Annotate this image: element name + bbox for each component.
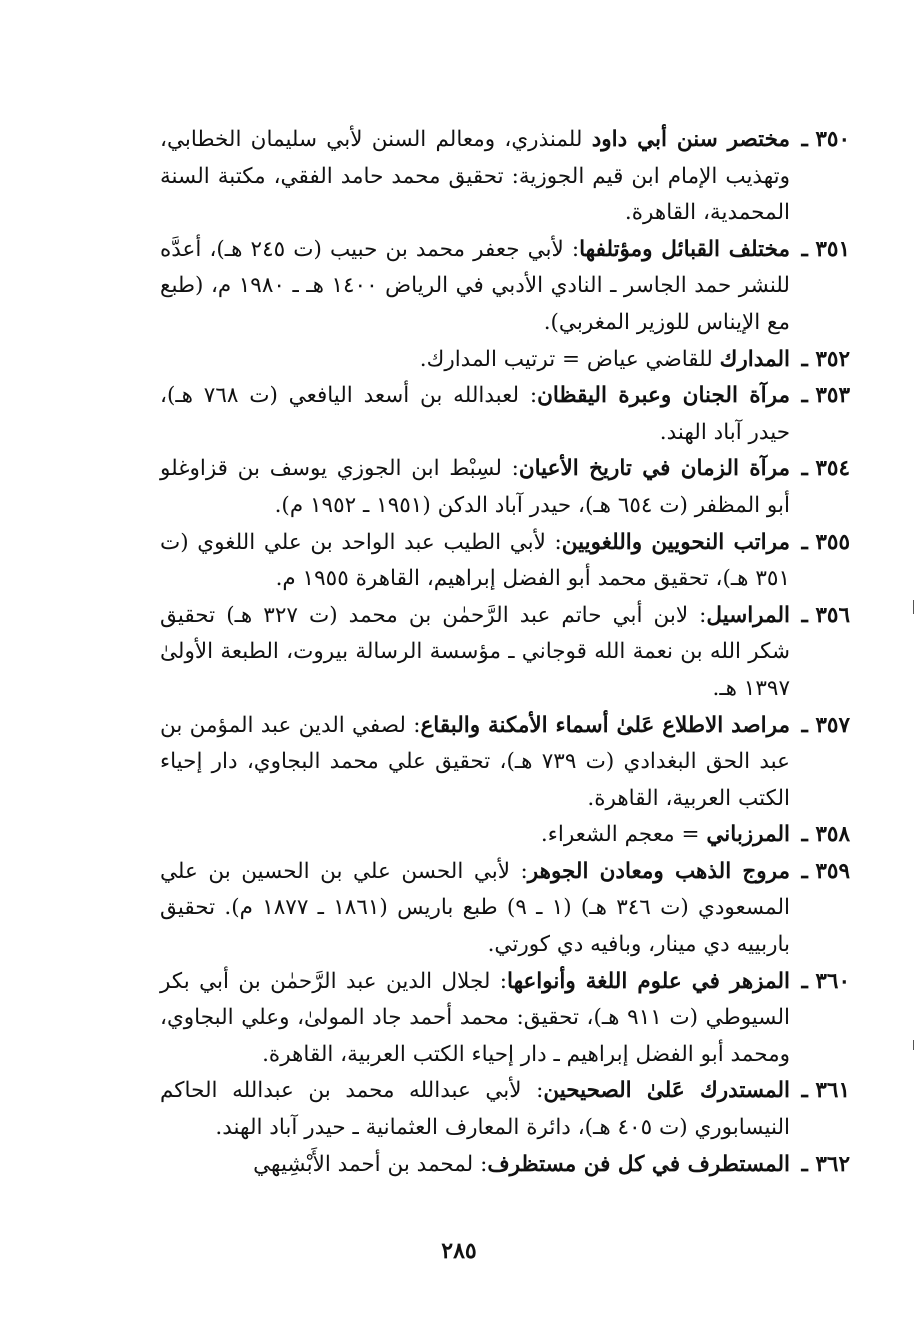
entry-body xyxy=(160,122,790,232)
page-number: ٢٨٥ xyxy=(441,1238,477,1264)
bibliography-entry xyxy=(160,854,850,964)
entry-body xyxy=(160,451,790,524)
scan-edge-mark xyxy=(913,1040,914,1050)
entry-number: ٣٦١ ـ xyxy=(801,1078,850,1104)
entry-number: ٣٥٢ ـ xyxy=(801,346,850,372)
bibliography-entry xyxy=(160,232,850,342)
entry-number: ٣٥٩ ـ xyxy=(801,858,850,884)
entry-title: المرزباني xyxy=(706,822,790,848)
bibliography-entry xyxy=(160,817,850,854)
entry-number: ٣٥٣ ـ xyxy=(801,383,850,409)
entry-body xyxy=(160,232,790,342)
bibliography-entry xyxy=(160,342,850,379)
entry-text: : لعبدالله بن أسعد اليافعي (ت ٧٦٨ هـ)، حيدر آباد الهند. xyxy=(160,383,790,445)
entry-text: : لجلال الدين عبد الرَّحمٰن بن أبي بكر السيوطي (ت ٩١١ هـ)، تحقيق: محمد أحمد جاد المولىٰ، وعلي البجاوي، ومحمد أبو الفضل إبراهيم ـ دار إحياء الكتب العربية، القاهرة. xyxy=(160,968,790,1067)
entry-title: مرآة الجنان وعبرة اليقظان xyxy=(537,383,790,409)
entry-text: : لأبي الطيب عبد الواحد بن علي اللغوي (ت ٣٥١ هـ)، تحقيق محمد أبو الفضل إبراهيم، القاهرة ١٩٥٥ م. xyxy=(160,529,790,592)
entry-title: مرآة الزمان في تاريخ الأعيان xyxy=(518,456,790,482)
entry-body xyxy=(160,378,790,451)
bibliography-entry xyxy=(160,1073,850,1146)
entry-text: = معجم الشعراء. xyxy=(540,822,707,848)
entry-body xyxy=(160,964,790,1074)
bibliography-entry xyxy=(160,451,850,524)
entry-title: مختلف القبائل ومؤتلفها xyxy=(579,236,791,262)
entry-title: المراسيل xyxy=(706,602,790,628)
entry-title: المزهر في علوم اللغة وأنواعها xyxy=(507,968,790,994)
entry-number: ٣٦٠ ـ xyxy=(801,968,850,994)
entry-title: المستطرف في كل فن مستظرف xyxy=(487,1151,790,1177)
entry-number: ٣٥١ ـ xyxy=(801,236,850,262)
scan-edge-mark xyxy=(913,600,914,614)
entry-title: المستدرك عَلىٰ الصحيحين xyxy=(543,1078,790,1104)
entry-title: مراصد الاطلاع عَلىٰ أسماء الأمكنة والبقاع xyxy=(420,712,790,738)
bibliography-entry xyxy=(160,378,850,451)
entry-number: ٣٥٨ ـ xyxy=(801,822,850,848)
entry-text: : لصفي الدين عبد المؤمن بن عبد الحق البغدادي (ت ٧٣٩ هـ)، تحقيق علي محمد البجاوي، دار إحياء الكتب العربية، القاهرة. xyxy=(160,712,790,811)
entry-body xyxy=(160,342,790,379)
entry-text: : لمحمد بن أحمد الأَبْشِيهي xyxy=(253,1151,488,1177)
entry-number: ٣٥٤ ـ xyxy=(801,456,850,482)
entry-text: للقاضي عياض = ترتيب المدارك. xyxy=(419,346,720,372)
entry-text: : لأبي الحسن علي بن الحسين بن علي المسعودي (ت ٣٤٦ هـ) (١ ـ ٩) طبع باريس (١٨٦١ ـ ١٨٧٧ م). تحقيق باربييه دي مينار، وبافيه دي كورتي. xyxy=(160,858,791,958)
entry-body xyxy=(160,817,790,854)
entry-number: ٣٦٢ ـ xyxy=(801,1151,850,1177)
entry-text: للمنذري، ومعالم السنن لأبي سليمان الخطابي، وتهذيب الإمام ابن قيم الجوزية: تحقيق محمد حامد الفقي، مكتبة السنة المحمدية، القاهرة. xyxy=(160,127,790,226)
entry-number: ٣٥٠ ـ xyxy=(801,127,850,152)
entry-title: المدارك xyxy=(719,346,790,372)
entry-body xyxy=(160,1147,790,1184)
entry-text: : لابن أبي حاتم عبد الرَّحمٰن بن محمد (ت ٣٢٧ هـ) تحقيق شكر الله بن نعمة الله قوجاني ـ مؤسسة الرسالة بيروت، الطبعة الأولىٰ ١٣٩٧ هـ. xyxy=(160,602,790,701)
bibliography-entry xyxy=(160,1147,850,1184)
entry-title: مروج الذهب ومعادن الجوهر xyxy=(527,858,791,884)
entry-body xyxy=(160,525,790,598)
bibliography-entry xyxy=(160,525,850,598)
entry-text: : لأبي عبدالله محمد بن عبدالله الحاكم النيسابوري (ت ٤٠٥ هـ)، دائرة المعارف العثمانية ـ حيدر آباد الهند. xyxy=(160,1078,790,1141)
entry-text: : لسِبْط ابن الجوزي يوسف بن قزاوغلو أبو المظفر (ت ٦٥٤ هـ)، حيدر آباد الدكن (١٩٥١ ـ ١٩٥٢ م). xyxy=(160,456,790,518)
entry-number: ٣٥٥ ـ xyxy=(801,529,850,555)
entry-number: ٣٥٦ ـ xyxy=(801,602,850,628)
entry-number: ٣٥٧ ـ xyxy=(801,712,850,738)
bibliography-entry xyxy=(160,964,850,1074)
entry-body xyxy=(160,854,790,964)
bibliography-entry xyxy=(160,708,850,818)
entry-body xyxy=(160,1073,790,1146)
entry-title: مختصر سنن أبي داود xyxy=(591,127,790,152)
entry-title: مراتب النحويين واللغويين xyxy=(561,529,790,555)
bibliography-entry xyxy=(160,598,850,708)
bibliography-entry xyxy=(160,122,850,232)
bibliography-list xyxy=(160,122,850,1183)
entry-body xyxy=(160,598,790,708)
entry-body xyxy=(160,708,790,818)
entry-text: : لأبي جعفر محمد بن حبيب (ت ٢٤٥ هـ)، أعدَّه للنشر حمد الجاسر ـ النادي الأدبي في الرياض ١٤٠٠ هـ ـ ١٩٨٠ م، (طبع مع الإيناس للوزير المغربي). xyxy=(160,236,790,335)
